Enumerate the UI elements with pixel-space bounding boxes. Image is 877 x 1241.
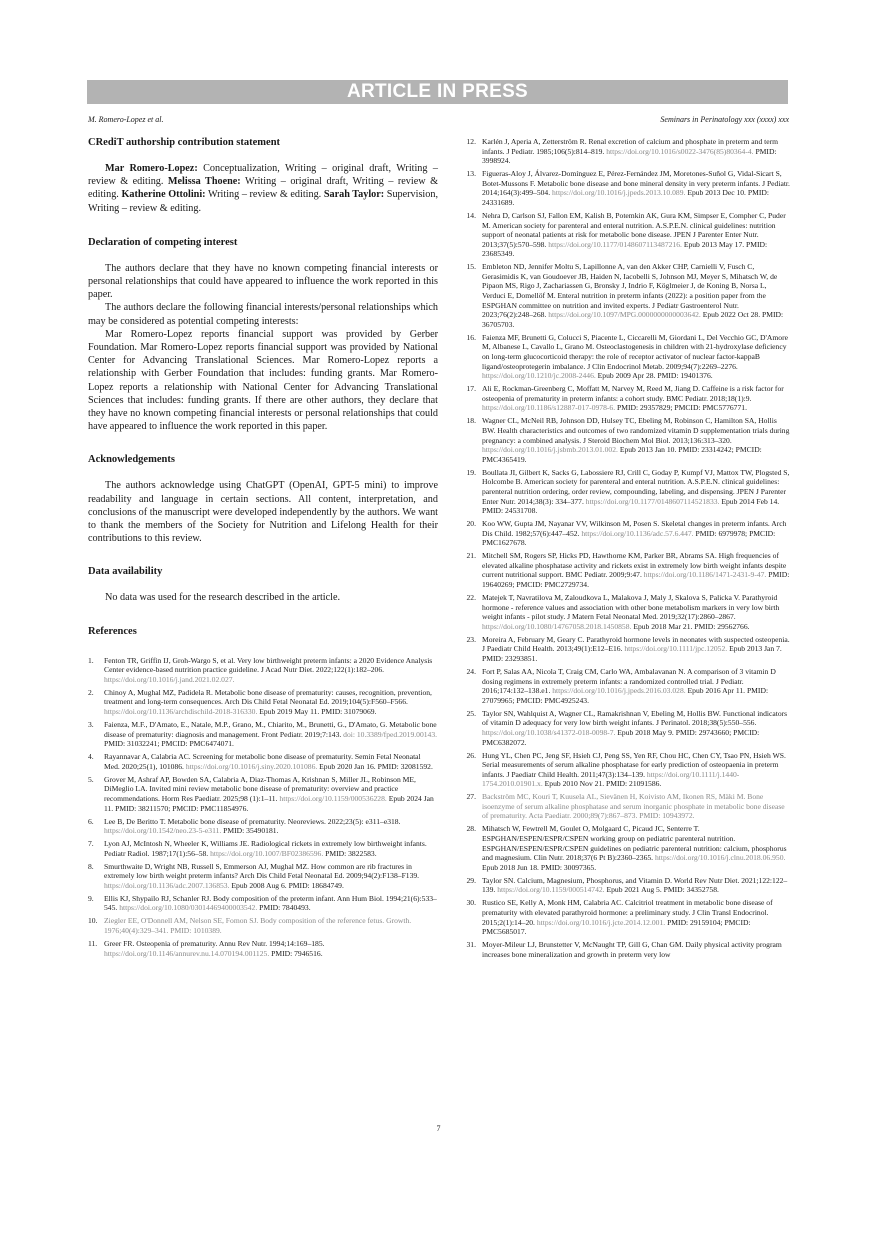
reference-text: Lee B, De Beritto T. Metabolic bone disease of prematurity. Neoreviews. 2022;23(5): e311–e318. [104,816,401,826]
reference-item [462,416,790,464]
reference-number: 21. [466,551,476,561]
reference-text: Taylor SN. Calcium, Magnesium, Phosphorus, and Vitamin D. World Rev Nutr Diet. 2021;122:122–139. [482,875,788,895]
reference-link[interactable]: https://doi.org/10.1136/adc.57.6.447. [581,528,696,538]
reference-number: 26. [466,750,476,760]
reference-text: Chinoy A, Mughal MZ, Padidela R. Metabolic bone disease of prematurity: causes, recognition, prevention, treatment and long-term consequences. Arch Dis Child Fetal Neonatal Ed. 2019;104(5):F560–F566. [104,687,432,707]
reference-item [462,751,790,789]
reference-number: 9. [88,893,94,903]
reference-link[interactable]: https://doi.org/10.1097/MPG.0000000000003642. [548,310,703,320]
reference-link[interactable]: https://doi.org/10.1016/j.jpeds.2013.10.089. [552,188,688,198]
competing-section [88,236,438,434]
reference-ids: PMID: 35490181. [223,826,279,836]
reference-number: 30. [466,898,476,908]
reference-ids: PMID: 29357829; PMCID: PMC5776771. [617,403,747,413]
reference-item [462,792,790,821]
reference-text: Figueras-Aloy J, Álvarez-Domínguez E, Pérez-Fernández JM, Moretones-Suñol G, Vidal-Sicart S, Botet-Mussons F. Metabolic bone disease and bone mineral density in very preterm infants. J Pediatr. 2014;164(3):499–504. [482,169,790,198]
reference-link[interactable]: https://doi.org/10.1177/0148607114521833. [585,496,722,506]
reference-list-left [88,656,438,959]
competing-heading: Declaration of competing interest [88,236,238,248]
reference-ids: Epub 2018 May 9. PMID: 29743660; PMCID: PMC6382072. [482,727,760,747]
reference-number: 20. [466,519,476,529]
reference-number: 25. [466,708,476,718]
reference-link[interactable]: Ziegler EE, O'Donnell AM, Nelson SE, Fomon SJ. Body composition of the reference fetus. Growth. 1976;40(4):329–341. PMID: 1010389. [104,916,412,936]
reference-item [88,752,438,771]
reference-number: 8. [88,861,94,871]
reference-link[interactable]: https://doi.org/10.1146/annurev.nu.14.070194.001125. [104,948,272,958]
reference-text: Smurthwaite D, Wright NB, Russell S, Emmerson AJ, Mughal MZ. How common are rib fractures in extremely low birth weight preterm infants? Arch Dis Child Fetal Neonatal Ed. 2009;94(2):F138–F139. [104,861,420,881]
reference-number: 13. [466,169,476,179]
references-section [88,625,438,959]
reference-text: Lyon AJ, McIntosh N, Wheeler K, Williams JE. Radiological rickets in extremely low birthweight infants. Pediatr Radiol. 1987;17(1):56–58. [104,839,427,858]
reference-item [88,916,438,935]
reference-ids: Epub 2016 Apr 11. PMID: 27079965; PMCID: PMC4925243. [482,686,769,705]
ack-heading: Acknowledgements [88,454,175,466]
reference-text: Boullata JI, Gilbert K, Sacks G, Labossiere RJ, Crill C, Goday P, Kumpf VJ, Mattox TW, Plogsted S, Holcombe B. American society for parenteral and enteral nutrition. A.S.P.E.N. clinical guidelines: parenteral nutrition ordering, order review, compounding, labeling, and dispensing. JPEN J Parenter Enter Nutr. 2014;38(3): 334–377. [482,467,790,506]
reference-item [88,656,438,685]
reference-text: Moyer-Mileur LJ, Brunstetter V, McNaught TP, Gill G, Chan GM. Daily physical activity program increases bone mineralization and growth in preterm very low [482,940,782,959]
reference-item [462,384,790,413]
reference-item [462,709,790,747]
reference-ids: Epub 2020 Jan 16. PMID: 32081592. [319,761,433,771]
reference-ids: Epub 2009 Apr 28. PMID: 19401376. [597,371,713,381]
reference-ids: PMID: 6979978; PMCID: PMC1627678. [482,528,776,548]
reference-number: 17. [466,384,476,394]
reference-item [88,720,438,749]
reference-link[interactable]: https://doi.org/10.1136/adc.2007.136853. [104,880,232,890]
reference-link[interactable]: https://doi.org/10.1016/j.siny.2020.101086. [185,761,320,771]
reference-ids: Epub 2018 Mar 21. PMID: 29562766. [633,621,750,631]
reference-item [462,137,790,166]
reference-number: 19. [466,467,476,477]
credit-heading: CRediT authorship contribution statement [88,137,281,148]
data-availability-section [88,565,438,604]
reference-number: 28. [466,824,476,834]
reference-link[interactable]: https://doi.org/10.1177/0148607113487216. [548,239,684,249]
credit-text: Mar Romero-Lopez: Conceptualization, Writing – original draft, Writing – review & editing. Melissa Thoene: Writing – original draft, Writing – review & editing. Katherine Ottolini: Writing – review & editing. Sarah Taylor: Supervision, Writing – review & editing. [88,163,439,214]
reference-number: 2. [88,687,94,697]
reference-item [462,667,790,705]
reference-link[interactable]: https://doi.org/10.1016/j.jand.2021.02.027. [104,674,235,684]
reference-link[interactable]: https://doi.org/10.1016/j.jcte.2014.12.001. [536,917,668,927]
credit-section [88,136,438,215]
reference-link[interactable]: https://doi.org/10.1080/03014469400003542. [119,903,260,913]
reference-text: Mihatsch W, Fewtrell M, Goulet O, Molgaard C, Picaud JC, Senterre T. ESPGHAN/ESPEN/ESPR/CSPEN working group on pediatric parenteral nutrition. ESPGHAN/ESPEN/ESPR/CSPEN guidelines on pediatric parenteral nutrition: calcium, phosphorus and magnesium. Clin Nutr. 2018;37(6 Pt B):2360–2365. [482,824,787,863]
reference-item [462,262,790,329]
reference-number: 23. [466,634,476,644]
reference-number: 6. [88,816,94,826]
reference-link[interactable]: https://doi.org/10.1038/s41372-018-0098-7. [482,727,618,737]
left-column [88,136,438,962]
reference-text: Karlén J, Aperia A, Zetterström R. Renal excretion of calcium and phosphate in preterm and term infants. J Pediatr. 1985;106(5):814–819. [482,137,779,156]
right-column [462,137,790,963]
reference-item [462,211,790,259]
reference-text: Embleton ND, Jennifer Moltu S, Lapillonne A, van den Akker CHP, Carnielli V, Fusch C, Gerasimidis K, van Goudoever JB, Haiden N, Iacobelli S, Johnson MJ, Meyer S, Mihatsch W, de Pipaon MS, Rigo J, Zachariassen G, Bronsky J, Indrio F, Köglmeier J, de Koning B, Norsa L, Verduci E, Domellöf M. Enteral nutrition in preterm infants (2022): a position paper from the ESPGHAN committee on nutrition and invited experts. J Pediatr Gastroenterol Nutr. 2023;76(2):248–268. [482,262,778,320]
reference-link[interactable]: https://doi.org/10.1542/neo.23-5-e311. [104,826,224,836]
reference-link[interactable]: https://doi.org/10.1111/j.1440-1754.2010.01901.x. [482,769,740,789]
reference-link[interactable]: Backström MC, Kouri T, Kuusela AL, Sievänen H, Koivisto AM, Ikonen RS, Mäki M. Bone isoenzyme of serum alkaline phosphatase and serum inorganic phosphate in metabolic bone disease of prematurity. Acta Paediatr. 2000;89(7):867–873. PMID: 10943972. [482,792,785,821]
reference-ids: Epub 2014 Feb 14. PMID: 24531708. [482,496,780,516]
reference-item [88,939,438,958]
competing-p2: The authors declare the following financial interests/personal relationships which may be considered as potential competing interests: [88,302,438,327]
reference-number: 10. [88,916,98,926]
reference-ids: Epub 2024 Jan 11. PMID: 38211570; PMCID: PMC11854976. [104,793,434,813]
page-number: 7 [436,1124,441,1133]
reference-link[interactable]: https://doi.org/10.1080/14767058.2018.1450858. [482,621,634,631]
reference-text: Greer FR. Osteopenia of prematurity. Annu Rev Nutr. 1994;14:169–185. [104,939,325,949]
reference-number: 7. [88,839,94,849]
running-head-authors: M. Romero-Lopez et al. [88,115,164,124]
reference-text: Mitchell SM, Rogers SP, Hicks PD, Hawthorne KM, Parker BR, Abrams SA. High frequencies of elevated alkaline phosphatase activity and rickets exist in extremely low birth weight infants despite current nutritional support. BMC Pediatr. 2009;9:47. [482,551,787,580]
reference-text: Rayannavar A, Calabria AC. Screening for metabolic bone disease of prematurity. Semin Fetal Neonatal Med. 2020;25(1), 101086. [104,752,421,771]
reference-link[interactable]: https://doi.org/10.1111/jpc.12052. [624,644,730,654]
reference-ids: Epub 2013 Dec 10. PMID: 24331689. [482,188,769,207]
reference-number: 16. [466,332,476,342]
reference-number: 4. [88,752,94,762]
reference-text: Ali E, Rockman-Greenberg C, Moffatt M, Narvey M, Reed M, Jiang D. Caffeine is a risk factor for osteopenia of prematurity in preterm infants: a cohort study. BMC Pediatr. 2018;18(1):9. [482,384,784,403]
reference-ids: PMID: 7840493. [259,903,311,913]
article-in-press-banner: ARTICLE IN PRESS [87,80,788,104]
reference-number: 5. [88,774,94,784]
reference-link[interactable]: https://doi.org/10.1016/s0022-3476(85)80364-4. [606,146,756,156]
competing-p3: Mar Romero-Lopez reports financial support was provided by Gerber Foundation. Mar Romero-Lopez reports financial support was provided by National Center for Advancing Translational Sciences. Mar Romero-Lopez reports a relationship with Gerber Foundation that includes: funding grants. Mar Romero-Lopez reports a relationship with National Center for Advancing Translational Sciences that includes: funding grants. If there are other authors, they declare that they have no known competing financial interests or personal relationships that could have appeared to influence the work reported in this paper. [88,328,438,433]
reference-ids: Epub 2019 May 11. PMID: 31079069. [259,707,377,717]
reference-number: 29. [466,875,476,885]
reference-item [88,688,438,717]
reference-number: 14. [466,210,476,220]
reference-number: 15. [466,262,476,272]
reference-ids: Epub 2021 Aug 5. PMID: 34352758. [606,885,719,895]
reference-ids: Epub 2008 Aug 6. PMID: 18684749. [231,880,344,890]
reference-text: Hung YL, Chen PC, Jeng SF, Hsieh CJ, Peng SS, Yen RF, Chou HC, Chen CY, Tsao PN, Hsieh WS. Serial measurements of serum alkaline phosphatase for early prediction of osteopaenia in preterm infants. J Paediatr Child Health. 2011;47(3):134–139. [482,750,786,779]
reference-number: 18. [466,416,476,426]
reference-item [462,898,790,936]
reference-link[interactable]: https://doi.org/10.1210/jc.2008-2446. [482,371,598,381]
reference-link[interactable]: https://doi.org/10.1186/1471-2431-9-47. [643,570,769,580]
reference-item [462,551,790,589]
reference-item [462,876,790,895]
reference-number: 12. [466,137,476,146]
reference-ids: PMID: 3822583. [325,848,377,858]
reference-ids: PMID: 29159104; PMCID: PMC5685017. [482,917,751,937]
reference-text: Matejek T, Navratilova M, Zaloudkova L, Malakova J, Maly J, Skalova S, Palicka V. Parathyroid hormone - reference values and association with other bone metabolism markers in very low birth weight infants - pilot study. J Matern Fetal Neonatal Med. 2019;32(17):2860–2867. [482,593,780,622]
reference-number: 1. [88,655,94,665]
reference-number: 22. [466,593,476,603]
reference-item [462,468,790,516]
reference-number: 3. [88,720,94,730]
reference-link[interactable]: https://doi.org/10.1016/j.jsbmb.2013.01.002. [482,445,620,455]
reference-item [88,839,438,858]
reference-text: Fenton TR, Griffin IJ, Groh-Wargo S, et al. Very low birthweight preterm infants: a 2020 Evidence Analysis Center evidence-based nutrition practice guideline. J Acad Nutr Diet. 2022;122(1):182–206. [104,655,433,675]
reference-list-right [462,137,790,959]
reference-item [462,169,790,207]
reference-item [462,333,790,381]
reference-text: Moreira A, February M, Geary C. Parathyroid hormone levels in neonates with suspected osteopenia. J Paediatr Child Health. 2013;49(1):E12–E16. [482,634,790,654]
reference-item [88,894,438,913]
data-availability-text: No data was used for the research described in the article. [105,592,341,604]
reference-text: Rustico SE, Kelly A, Monk HM, Calabria AC. Calcitriol treatment in metabolic bone disease of prematurity with elevated parathyroid hormone: a preliminary study. J Clin Transl Endocrinol. 2015;2(1):14–20. [482,898,773,927]
reference-link[interactable]: https://doi.org/10.1159/000536228. [279,793,389,803]
reference-item [462,593,790,631]
reference-number: 27. [466,792,476,802]
reference-ids: Epub 2022 Oct 28. PMID: 36705703. [482,310,784,329]
reference-link[interactable]: https://doi.org/10.1016/j.clnu.2018.06.950. [654,853,786,863]
reference-number: 11. [88,939,98,949]
reference-ids: PMID: 19640269; PMCID: PMC2729734. [482,570,790,590]
reference-link[interactable]: doi: 10.3389/fped.2019.00143. [343,729,438,739]
reference-ids: PMID: 31032241; PMCID: PMC6474071. [104,739,234,749]
reference-item [462,519,790,548]
running-head-journal: Seminars in Perinatology xxx (xxxx) xxx [660,115,789,124]
reference-number: 24. [466,666,476,676]
reference-item [462,824,790,872]
reference-item [88,775,438,813]
reference-link[interactable]: https://doi.org/10.1136/archdischild-2018-316330. [104,707,260,717]
ack-text: The authors acknowledge using ChatGPT (OpenAI, GPT-5 mini) to improve readability and language in certain sections. All content, interpretation, and conclusions of the manuscript were developed independently by the authors. We want to thank the members of the Society for Nutrition and Lifelong Health for their contributions to this review. [88,480,438,545]
reference-text: Taylor SN, Wahlquist A, Wagner CL, Ramakrishnan V, Ebeling M, Hollis BW. Functional indicators of vitamin D adequacy for very low birth weight infants. J Perinatol. 2018;38(5):550–556. [482,708,788,728]
reference-ids: PMID: 7946516. [271,948,323,958]
reference-ids: PMID: 3998924. [482,146,777,166]
reference-item [462,940,790,959]
reference-link[interactable]: https://doi.org/10.1186/s12887-017-0978-6. [482,403,618,413]
ack-section [88,453,438,545]
reference-number: 31. [466,940,476,950]
reference-link[interactable]: https://doi.org/10.1159/000514742. [497,885,607,895]
reference-text: Koo WW, Gupta JM, Nayanar VV, Wilkinson M, Posen S. Skeletal changes in preterm infants. Arch Dis Child. 1982;57(6):447–452. [482,519,787,538]
reference-ids: Epub 2013 May 17. PMID: 23685349. [482,239,768,259]
reference-item [88,817,438,836]
reference-item [462,635,790,664]
reference-link[interactable]: https://doi.org/10.1016/j.jpeds.2016.03.028. [552,686,688,696]
reference-text: Wagner CL, McNeil RB, Johnson DD, Hulsey TC, Ebeling M, Robinson C, Hamilton SA, Hollis BW. Health characteristics and outcomes of two randomized vitamin D supplementation trials during pregnancy: a combined analysis. J Steroid Biochem Mol Biol. 2013;136:313–320. [482,416,790,445]
reference-item [88,862,438,891]
reference-text: Ellis KJ, Shypailo RJ, Schanler RJ. Body composition of the preterm infant. Ann Hum Biol. 1994;21(6):533–545. [104,893,437,913]
reference-link[interactable]: https://doi.org/10.1007/BF02386596. [210,848,326,858]
reference-text: Nehra D, Carlson SJ, Fallon EM, Kalish B, Potemkin AK, Gura KM, Simpser E, Compher C, Puder M. American society for parenteral and enteral nutrition. A.S.P.E.N. clinical guidelines: nutrition support of neonatal patients at risk for metabolic bone disease. JPEN J Parenter Enter Nutr. 2013;37(5):570–598. [482,210,786,249]
reference-ids: Epub 2018 Jun 18. PMID: 30097365. [482,862,597,872]
data-availability-heading: Data availability [88,566,163,578]
reference-ids: Epub 2013 Jan 10. PMID: 23314242; PMCID: PMC4365419. [482,445,762,464]
reference-text: Grover M, Ashraf AP, Bowden SA, Calabria A, Diaz-Thomas A, Krishnan S, Miller JL, Robinson ME, DiMeglio LA. Invited mini review metabolic bone disease of prematurity: overview and practice recommendations. Horm Res Paediatr. 2025;98 (1):1–11. [104,774,416,803]
competing-p1: The authors declare that they have no known competing financial interests or personal relationships that could have appeared to influence the work reported in this paper. [88,262,438,301]
reference-text: Fort P, Salas AA, Nicola T, Craig CM, Carlo WA, Ambalavanan N. A comparison of 3 vitamin D dosing regimens in extremely preterm infants: a randomized controlled trial. J Pediatr. 2016;174:132–138.e1. [482,666,776,696]
references-heading: References [88,625,137,637]
reference-ids: Epub 2010 Nov 21. PMID: 21091586. [544,779,662,789]
reference-text: Faienza, M.F., D'Amato, E., Natale, M.P., Grano, M., Chiarito, M., Brunetti, G., D'Amato, G. Metabolic bone disease of prematurity: diagnosis and management. Front Pediatr. 2019;7:143. [104,720,437,739]
reference-ids: Epub 2013 Jan 7. PMID: 23293851. [482,644,782,663]
reference-text: Faienza MF, Brunetti G, Colucci S, Piacente L, Ciccarelli M, Giordani L, Del Vecchio GC, D'Amore M, Albanese L, Cavallo L, Grano M. Osteoclastogenesis in children with 21-hydroxylase deficiency on long-term glucocorticoid therapy: the role of receptor activator of nuclear factor-kappaB ligand/osteoprotegerin imbalance. J Clin Endocrinol Metab. 2009;94(7):2269–2276. [482,332,788,371]
